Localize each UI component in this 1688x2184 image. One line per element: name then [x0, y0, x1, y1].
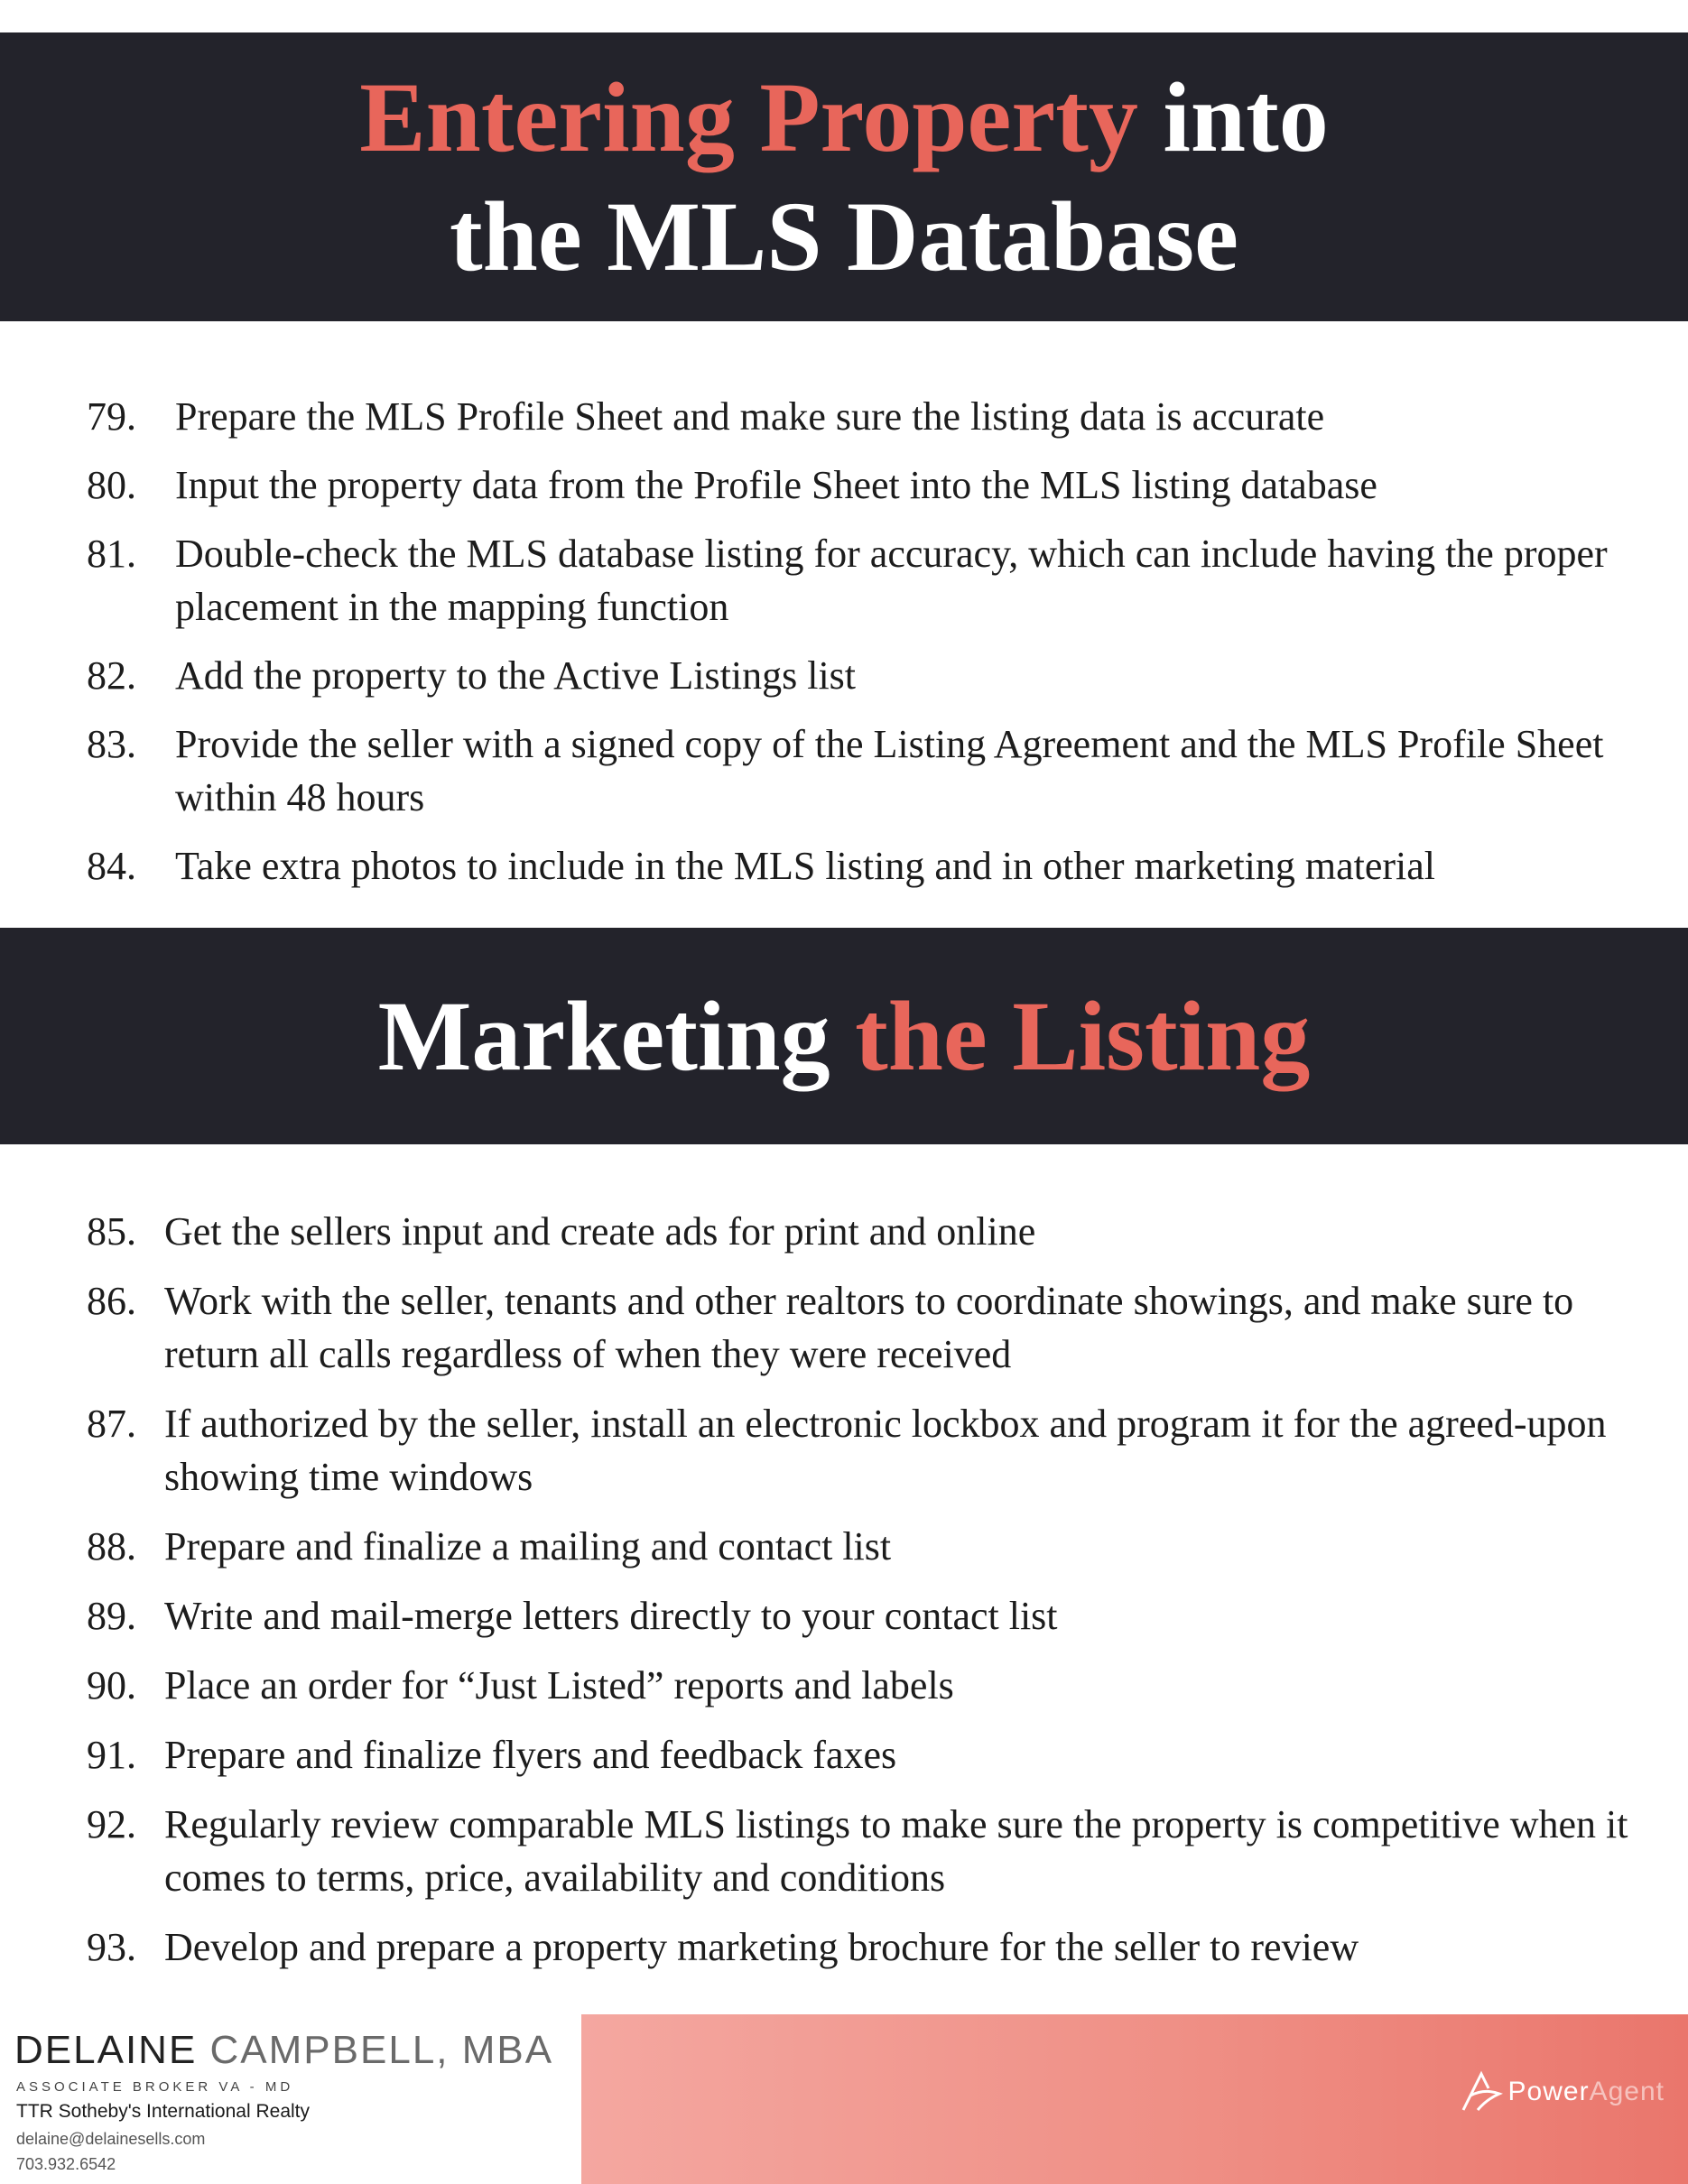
power-agent-logo: [1458, 2068, 1665, 2115]
agent-last-name: CAMPBELL, MBA: [209, 2028, 554, 2072]
agent-title: ASSOCIATE BROKER VA - MD: [16, 2079, 294, 2095]
marketing-task-list: [87, 1205, 1639, 1990]
list-item: [87, 1920, 1639, 1974]
title-text: into: [1163, 62, 1329, 172]
list-item: [87, 1397, 1639, 1504]
item-text: Regularly review comparable MLS listings to make sure the property is competitive when it comes to terms, price, availability and conditions: [164, 1802, 1628, 1900]
list-item: [87, 1659, 1639, 1712]
section-title-mls: [359, 58, 1328, 296]
list-item: [87, 1520, 1639, 1573]
item-number: 89.: [87, 1594, 136, 1638]
item-number: 88.: [87, 1524, 136, 1569]
list-item: [87, 1205, 1639, 1258]
item-number: 85.: [87, 1209, 136, 1254]
agent-phone: 703.932.6542: [16, 2155, 116, 2173]
title-text: Marketing: [377, 981, 830, 1091]
section-banner-mls: [0, 32, 1688, 321]
item-text: Place an order for “Just Listed” reports and labels: [164, 1663, 954, 1707]
item-text: Input the property data from the Profile Sheet into the MLS listing database: [175, 463, 1377, 507]
item-text: Prepare and finalize a mailing and contact list: [164, 1524, 892, 1569]
item-number: 86.: [87, 1279, 136, 1323]
list-item: [87, 527, 1639, 634]
section-banner-marketing: [0, 928, 1688, 1144]
item-number: 80.: [87, 463, 136, 507]
item-number: 91.: [87, 1733, 136, 1777]
item-number: 93.: [87, 1925, 136, 1969]
agent-company: TTR Sotheby's International Realty: [16, 2101, 310, 2122]
list-item: [87, 839, 1639, 893]
item-number: 79.: [87, 394, 136, 439]
item-text: Get the sellers input and create ads for print and online: [164, 1209, 1036, 1254]
item-text: If authorized by the seller, install an electronic lockbox and program it for the agreed-upon showing time windows: [164, 1402, 1607, 1499]
item-number: 83.: [87, 722, 136, 766]
agent-email-link[interactable]: delaine@delainesells.com: [16, 2130, 206, 2148]
item-text: Work with the seller, tenants and other realtors to coordinate showings, and make sure to return all calls regardless of when they were received: [164, 1279, 1574, 1376]
power-agent-logo-text: [1508, 2077, 1665, 2107]
mls-task-list: [87, 390, 1639, 908]
title-text-line2: the MLS Database: [450, 181, 1238, 292]
item-text: Add the property to the Active Listings list: [175, 653, 857, 698]
agent-contact-block: [0, 2014, 581, 2184]
list-item: [87, 458, 1639, 512]
list-item: [87, 1274, 1639, 1381]
item-number: 87.: [87, 1402, 136, 1446]
logo-power-text: Power: [1507, 2077, 1590, 2106]
item-number: 82.: [87, 653, 136, 698]
agent-name: [14, 2025, 553, 2076]
section-title-marketing: [378, 976, 1311, 1096]
title-accent-text: Entering Property: [359, 62, 1138, 172]
title-accent-text: the Listing: [855, 981, 1311, 1091]
list-item: [87, 1728, 1639, 1781]
item-text: Prepare the MLS Profile Sheet and make sure the listing data is accurate: [175, 394, 1325, 439]
item-number: 90.: [87, 1663, 136, 1707]
agent-first-name: DELAINE: [14, 2028, 198, 2072]
item-text: Take extra photos to include in the MLS listing and in other marketing material: [175, 844, 1436, 888]
item-number: 92.: [87, 1802, 136, 1846]
item-number: 81.: [87, 532, 136, 576]
footer-brand-band: [581, 2014, 1688, 2184]
item-text: Develop and prepare a property marketing brochure for the seller to review: [164, 1925, 1359, 1969]
item-text: Prepare and finalize flyers and feedback faxes: [164, 1733, 897, 1777]
list-item: [87, 717, 1639, 824]
power-agent-logo-icon: [1458, 2068, 1505, 2115]
list-item: [87, 1589, 1639, 1643]
list-item: [87, 390, 1639, 443]
logo-agent-text: Agent: [1589, 2077, 1665, 2106]
item-text: Write and mail-merge letters directly to your contact list: [164, 1594, 1058, 1638]
list-item: [87, 1798, 1639, 1904]
item-number: 84.: [87, 844, 136, 888]
list-item: [87, 649, 1639, 702]
item-text: Double-check the MLS database listing for accuracy, which can include having the proper placement in the mapping function: [175, 532, 1608, 629]
item-text: Provide the seller with a signed copy of the Listing Agreement and the MLS Profile Sheet within 48 hours: [175, 722, 1604, 819]
